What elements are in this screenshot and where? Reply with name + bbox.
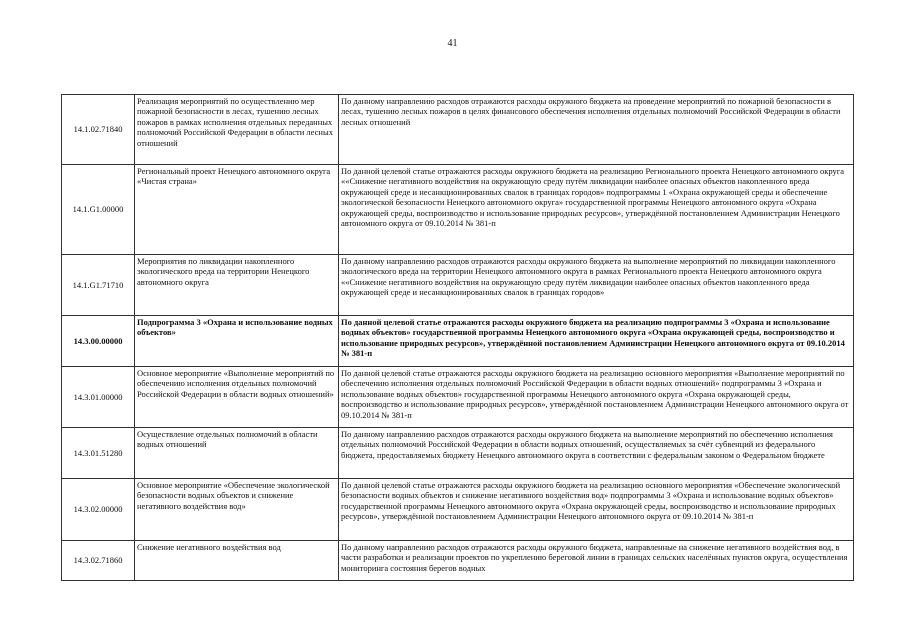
row-code: 14.1.02.71840 xyxy=(62,95,135,165)
row-description: По данной целевой статье отражаются расходы окружного бюджета на реализацию основного мероприятия «Обеспечение экологической безопасности водных объектов и снижение негативного воздействия вод» подпрограммы 3 «Охрана и использование водных объектов» государственной программы Ненецкого автономного округа «Охрана окружающей среды, воспроизводство и использование природных ресурсов», утверждённой постановлением Администрации Ненецкого автономного округа от 09.10.2014 № 381-п xyxy=(339,479,854,541)
table-row xyxy=(62,165,854,255)
row-description: По данной целевой статье отражаются расходы окружного бюджета на реализацию Регионального проекта Ненецкого автономного округа ««Снижение негативного воздействия на окружающую среду путём ликвидации наиболее опасных объектов накопленного вреда окружающей среде и несанкционированных свалок в границах городов» подпрограммы 1 «Охрана окружающей среды и обеспечение экологической безопасности Ненецкого автономного округа» государственной программы Ненецкого автономного округа «Охрана окружающей среды, воспроизводство и использование природных ресурсов», утверждённой постановлением Администрации Ненецкого автономного округа от 09.10.2014 № 381-п xyxy=(339,165,854,255)
row-description: По данному направлению расходов отражаются расходы окружного бюджета на выполнение мероприятий по ликвидации накопленного экологического вреда на территории Ненецкого автономного округа в рамках Регионального проекта Ненецкого автономного округа ««Снижение негативного воздействия на окружающую среду путём ликвидации наиболее опасных объектов накопленного вреда окружающей среде и несанкционированных свалок в границах городов» xyxy=(339,255,854,316)
table-row xyxy=(62,95,854,165)
row-name: Основное мероприятие «Обеспечение экологической безопасности водных объектов и снижение негативного воздействия вод» xyxy=(135,479,339,541)
row-name: Основное мероприятие «Выполнение мероприятий по обеспечению исполнения отдельных полномочий Российской Федерации в области водных отношений» xyxy=(135,367,339,428)
page-number: 41 xyxy=(447,38,458,49)
table-row xyxy=(62,255,854,316)
row-code: 14.3.01.51280 xyxy=(62,428,135,479)
row-description: По данной целевой статье отражаются расходы окружного бюджета на реализацию основного мероприятия «Выполнение мероприятий по обеспечению исполнения отдельных полномочий Российской Федерации в области водных отношений» подпрограммы 3 «Охрана и использование водных объектов» государственной программы Ненецкого автономного округа «Охрана окружающей среды, воспроизводство и использование природных ресурсов», утверждённой постановлением Администрации Ненецкого автономного округа от 09.10.2014 № 381-п xyxy=(339,367,854,428)
row-description: По данному направлению расходов отражаются расходы окружного бюджета на выполнение мероприятий по обеспечению исполнения отдельных полномочий Российской Федерации в области водных отношений, осуществляемых за счёт субвенций из федерального бюджета, предоставляемых бюджету Ненецкого автономного округа в соответствии с федеральным законом о Федеральном бюджете xyxy=(339,428,854,479)
row-code: 14.3.01.00000 xyxy=(62,367,135,428)
row-description: По данному направлению расходов отражаются расходы окружного бюджета на проведение мероприятий по пожарной безопасности в лесах, тушению лесных пожаров в целях финансового обеспечения исполнения отдельных полномочий Российской Федерации в области лесных отношений xyxy=(339,95,854,165)
row-name: Подпрограмма 3 «Охрана и использование водных объектов» xyxy=(135,316,339,367)
row-name: Осуществление отдельных полномочий в области водных отношений xyxy=(135,428,339,479)
row-name: Реализация мероприятий по осуществлению мер пожарной безопасности в лесах, тушению лесных пожаров в рамках исполнения отдельных переданных полномочий Российской Федерации в области лесных отношений xyxy=(135,95,339,165)
table-row xyxy=(62,428,854,479)
row-code: 14.1.G1.71710 xyxy=(62,255,135,316)
row-code: 14.1.G1.00000 xyxy=(62,165,135,255)
row-description: По данному направлению расходов отражаются расходы окружного бюджета, направленные на снижение негативного воздействия вод, в части разработки и реализации проектов по укреплению береговой линии в границах сельских населённых пунктов округа, осуществления мониторинга состояния берегов водных xyxy=(339,541,854,581)
row-code: 14.3.02.00000 xyxy=(62,479,135,541)
table-row xyxy=(62,367,854,428)
row-description: По данной целевой статье отражаются расходы окружного бюджета на реализацию подпрограммы 3 «Охрана и использование водных объектов» государственной программы Ненецкого автономного округа «Охрана окружающей среды, воспроизводство и использование природных ресурсов», утверждённой постановлением Администрации Ненецкого автономного округа от 09.10.2014 № 381-п xyxy=(339,316,854,367)
row-name: Региональный проект Ненецкого автономного округа «Чистая страна» xyxy=(135,165,339,255)
table-row xyxy=(62,541,854,581)
table-row xyxy=(62,316,854,367)
row-code: 14.3.00.00000 xyxy=(62,316,135,367)
row-code: 14.3.02.71860 xyxy=(62,541,135,581)
table-row xyxy=(62,479,854,541)
row-name: Мероприятия по ликвидации накопленного экологического вреда на территории Ненецкого автономного округа xyxy=(135,255,339,316)
table-body xyxy=(62,95,854,581)
row-name: Снижение негативного воздействия вод xyxy=(135,541,339,581)
budget-classification-table xyxy=(61,94,854,581)
